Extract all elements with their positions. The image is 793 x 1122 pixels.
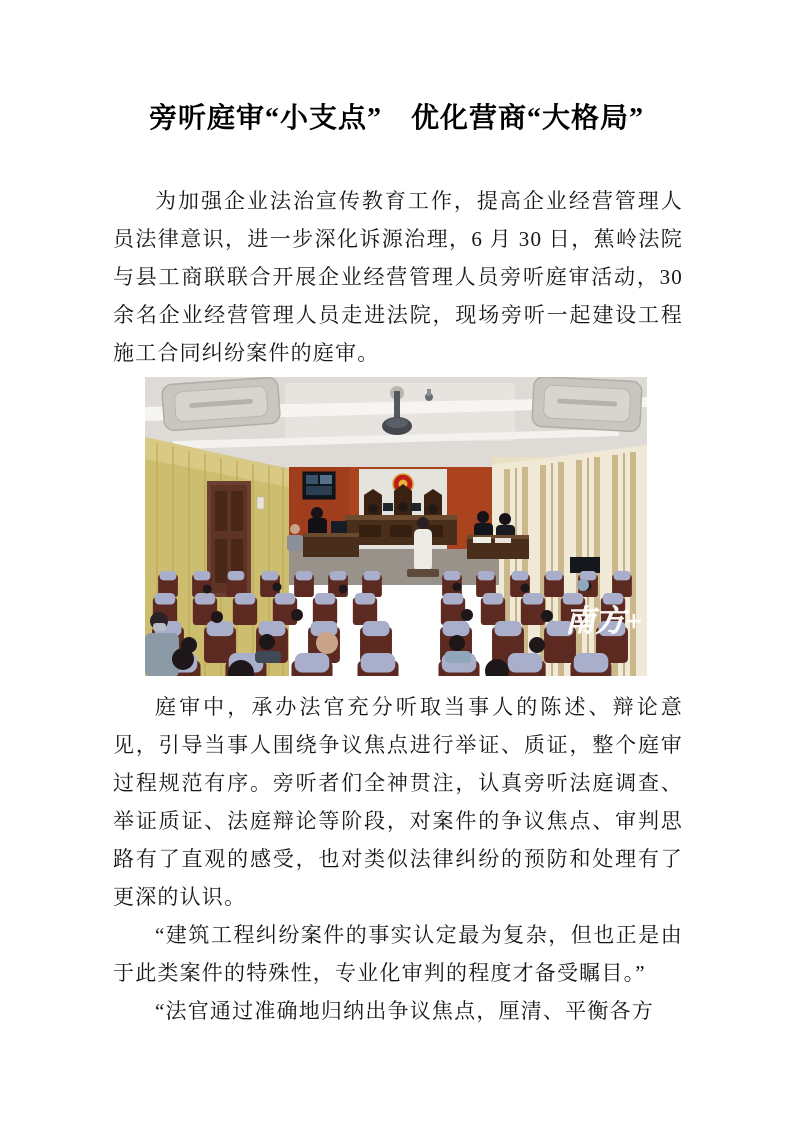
ac-vent-left-icon xyxy=(162,377,281,431)
paragraph-quote-2: “法官通过准确地归纳出争议焦点，厘清、平衡各方 xyxy=(155,999,654,1023)
ac-vent-right-icon xyxy=(532,377,642,432)
watermark-text: 南方+ xyxy=(565,605,643,638)
courtroom-photo xyxy=(145,377,647,676)
courtroom-photo-canvas xyxy=(145,377,647,676)
paragraph-intro: 为加强企业法治宣传教育工作，提高企业经营管理人员法律意识，进一步深化诉源治理，6 月 30 日，蕉岭法院与县工商联联合开展企业经营管理人员旁听庭审活动，30 余名企业经营管理人员走进法院，现场旁听一起建设工程施工合同纠纷案件的庭审。 xyxy=(113,189,683,365)
tv-screen-left-icon xyxy=(303,472,335,499)
paragraph-quote-1: “建筑工程纠纷案件的事实认定最为复杂，但也正是由于此类案件的特殊性，专业化审判的程度才备受瞩目。” xyxy=(113,923,683,985)
article-body-lower xyxy=(113,688,683,1030)
page-title: 旁听庭审“小支点” 优化营商“大格局” xyxy=(148,103,644,134)
paragraph-trial: 庭审中，承办法官充分听取当事人的陈述、辩论意见，引导当事人围绕争议焦点进行举证、质证，整个庭审过程规范有序。旁听者们全神贯注，认真旁听法庭调查、举证质证、法庭辩论等阶段，对案件的争议焦点、审判思路有了直观的感受，也对类似法律纠纷的预防和处理有了更深的认识。 xyxy=(113,695,683,909)
article-body xyxy=(113,182,683,372)
